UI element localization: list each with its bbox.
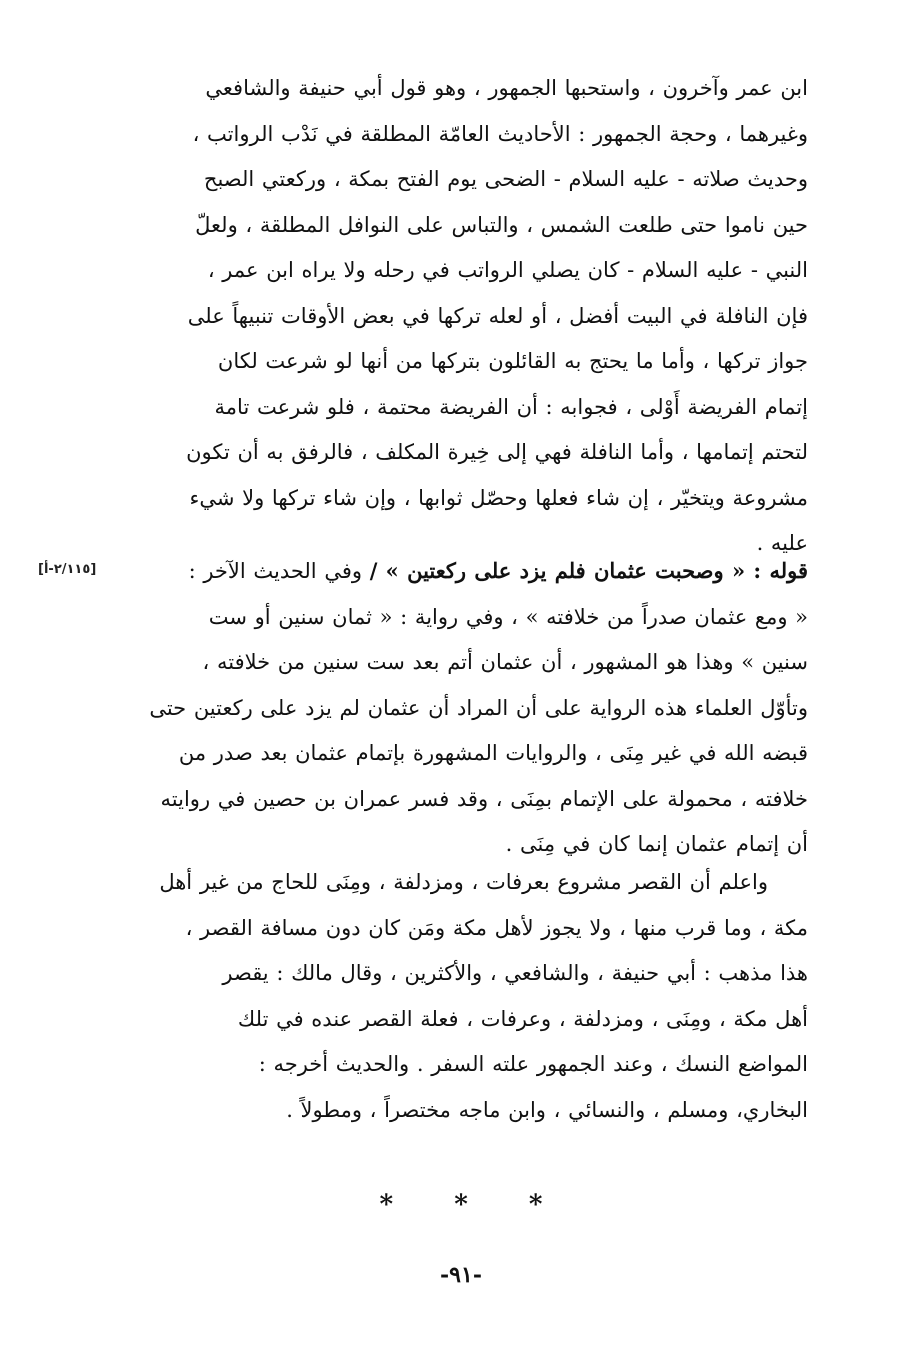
text-line: حين ناموا حتى طلعت الشمس ، والتباس على النوافل المطلقة ، ولعلّ <box>195 212 808 237</box>
text-line: وغيرهما ، وحجة الجمهور : الأحاديث العامّة المطلقة في نَدْب الرواتب ، <box>192 121 808 146</box>
paragraph-2 <box>126 548 808 868</box>
asterisk: * <box>379 1190 394 1220</box>
paragraph-3 <box>126 860 808 1133</box>
margin-reference: [٢/١١٥-أ] <box>38 562 97 577</box>
text-line: المواضع النسك ، وعند الجمهور علته السفر . والحديث أخرجه : <box>258 1052 808 1076</box>
page-number: -٩١- <box>440 1262 482 1288</box>
text-line: سنين » وهذا هو المشهور ، أن عثمان أتم بعد ست سنين من خلافته ، <box>202 650 808 674</box>
paragraph-1 <box>126 66 808 567</box>
text-line: « ومع عثمان صدراً من خلافته » ، وفي رواية : « ثمان سنين أو ست <box>208 604 808 629</box>
text-line: خلافته ، محمولة على الإتمام بمِنَى ، وقد فسر عمران بن حصين في روايته <box>160 786 808 811</box>
text-line: لتحتم إتمامها ، وأما النافلة فهي إلى خِيرة المكلف ، فالرفق به أن تكون <box>186 440 808 464</box>
text-line: وحديث صلاته - عليه السلام - الضحى يوم الفتح بمكة ، وركعتي الصبح <box>203 167 808 191</box>
text-line: عليه . <box>756 531 808 555</box>
text-line: البخاري، ومسلم ، والنسائي ، وابن ماجه مختصراً ، ومطولاً . <box>286 1097 808 1122</box>
text-line: أن إتمام عثمان إنما كان في مِنَى . <box>505 832 808 856</box>
text-line: جواز تركها ، وأما ما يحتج به القائلون بتركها من أنها لو شرعت لكان <box>217 349 808 373</box>
text-line: فإن النافلة في البيت أفضل ، أو لعله تركها في بعض الأوقات تنبيهاً على <box>187 303 808 328</box>
text-line: مكة ، وما قرب منها ، ولا يجوز لأهل مكة ومَن كان دون مسافة القصر ، <box>185 915 808 940</box>
text-line: قبضه الله في غير مِنَى ، والروايات المشهورة بإتمام عثمان بعد صدر من <box>178 741 808 765</box>
text-line: أهل مكة ، ومِنَى ، ومزدلفة ، وعرفات ، فعلة القصر عنده في تلك <box>237 1006 808 1031</box>
text-line: هذا مذهب : أبي حنيفة ، والشافعي ، والأكثرين ، وقال مالك : يقصر <box>222 961 808 985</box>
text-line: إتمام الفريضة أَوْلى ، فجوابه : أن الفريضة محتمة ، فلو شرعت تامة <box>214 394 808 419</box>
section-divider <box>0 1190 922 1220</box>
text-line <box>126 548 808 595</box>
quoted-lead: قوله : « وصحبت عثمان فلم يزد على ركعتين » / <box>369 558 808 583</box>
asterisk: * <box>528 1190 543 1220</box>
asterisk: * <box>454 1190 468 1220</box>
text-line: النبي - عليه السلام - كان يصلي الرواتب في رحله ولا يراه ابن عمر ، <box>207 258 808 282</box>
text-line: ابن عمر وآخرون ، واستحبها الجمهور ، وهو قول أبي حنيفة والشافعي <box>205 76 808 100</box>
text-line: وتأوّل العلماء هذه الرواية على أن المراد أن عثمان لم يزد على ركعتين حتى <box>149 695 808 720</box>
lead-continuation: وفي الحديث الآخر : <box>188 559 370 583</box>
text-line: واعلم أن القصر مشروع بعرفات ، ومزدلفة ، ومِنَى للحاج من غير أهل <box>159 870 768 894</box>
text-line: مشروعة ويتخيّر ، إن شاء فعلها وحصّل ثوابها ، وإن شاء تركها ولا شيء <box>189 485 808 510</box>
